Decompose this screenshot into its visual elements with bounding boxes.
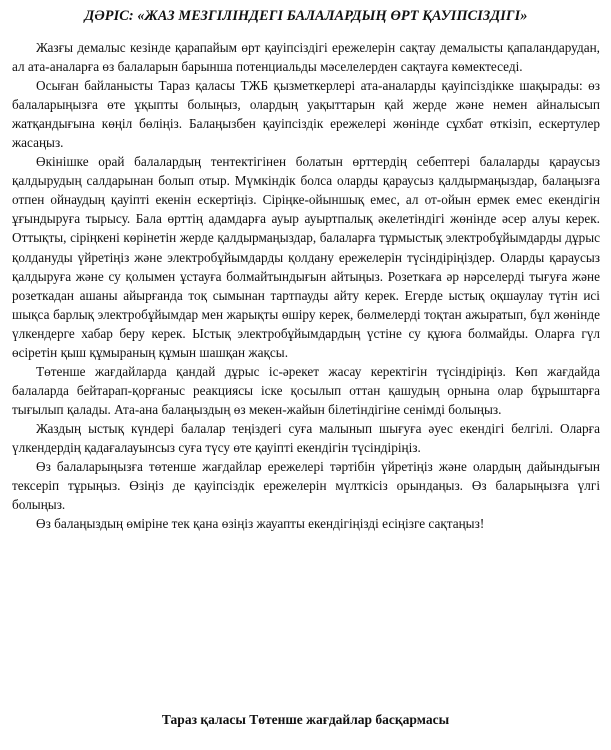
page-title: ДӘРІС: «ЖАЗ МЕЗГІЛІНДЕГІ БАЛАЛАРДЫҢ ӨРТ ҚАУІПСІЗДІГІ» [84, 8, 528, 24]
paragraph-6: Өз балаларыңызға төтенше жағдайлар ережелері тәртібін үйретіңіз және олардың дайындығын тексеріп тұрыңыз. Өзіңіз де қауіпсіздік ережелерін мүлткісіз орындаңыз. Өз баларыңызға үлгі болыңыз. [12, 459, 600, 513]
document-page [12, 6, 600, 533]
paragraph-4: Төтенше жағдайларда қандай дұрыс іс-әрекет жасау керектігін түсіндіріңіз. Көп жағдайда балаларда бейтарап-қорғаныс реакциясы іске қосылып оттан қашудың орнына олар бұрыштарға тығылып қалады. Ата-ана балаңыздың өз мекен-жайын білетіндігіне сенімді болыңыз. [12, 363, 600, 417]
paragraph-5: Жаздың ыстық күндері балалар теңіздегі суға малынып шығуға әуес екендігі белгілі. Оларға үлкендердің қадағалауынсыз суға түсу өте қауіпті екендігін түсіндіріңіз. [12, 420, 600, 455]
paragraph-2: Осыған байланысты Тараз қаласы ТЖБ қызметкерлері ата-аналарды қауіпсіздікке шақырады: өз балаларыңызға өте ұқыпты болыңыз, олардың уақыттарын қай жерде және немен айналысып жатқандығына көңіл бөліңіз. Балаңызбен қауіпсіздік ережелері жөнінде сұхбат өткізіп, ескертулер жасаңыз. [12, 78, 600, 151]
paragraph-3: Өкінішке орай балалардың тентектігінен болатын өрттердің себептері балаларды қараусыз қалдырудың салдарынан болып отыр. Мүмкіндік болса оларды қараусыз қалдырмаңыздар, балаңызға отпен ойнаудың қауіпті екенін ескертіңіз. Сіріңке-ойыншық емес, ал от-ойын ермек емес екендігін ұғындыруға тырысу. Бала өрттің адамдарға ауыр ауыртпалық әкелетіндігі жөнінде әсер алуы керек. Оттықты, сіріңкені көрінетін жерде қалдырмаңыздар, балаларға тұрмыстық электробұйымдарды дұрыс қолдануды үйретіңіз және электробұйымдарды қолдану ережелерін түсіндіріңіздер. Оларды қараусыз қалдыруға және су қолымен ұстауға болмайтындығын айтыңыз. Розеткаға әр нәрселерді тығуға және розеткадан ашаны айырғанда тоқ сымынан тартпауды айту керек. Егерде ыстық оқшаулау түтін исі шықса барлық электробұйымдар мен жарықты өшіру керек, бөлмелерді тоқтан ажыратып, бұл жөнінде үлкендерге хабар беру керек. Ыстық электробұйымдардың үстіне су құюға болмайды. Оларға гүл өсіретін қыш құмыраның құмын шашқан жақсы. [12, 154, 600, 360]
paragraph-1: Жазғы демалыс кезінде қарапайым өрт қауіпсіздігі ережелерін сақтау демалысты қапаландарудан, ал ата-аналарға өз балаларын барынша потенциальды мәселелерден сақтауға көмектеседі. [12, 40, 600, 75]
paragraph-7: Өз балаңыздың өміріне тек қана өзіңіз жауапты екендігіңізді есіңізге сақтаңыз! [36, 516, 485, 532]
signature: Тараз қаласы Төтенше жағдайлар басқармасы [161, 712, 450, 727]
